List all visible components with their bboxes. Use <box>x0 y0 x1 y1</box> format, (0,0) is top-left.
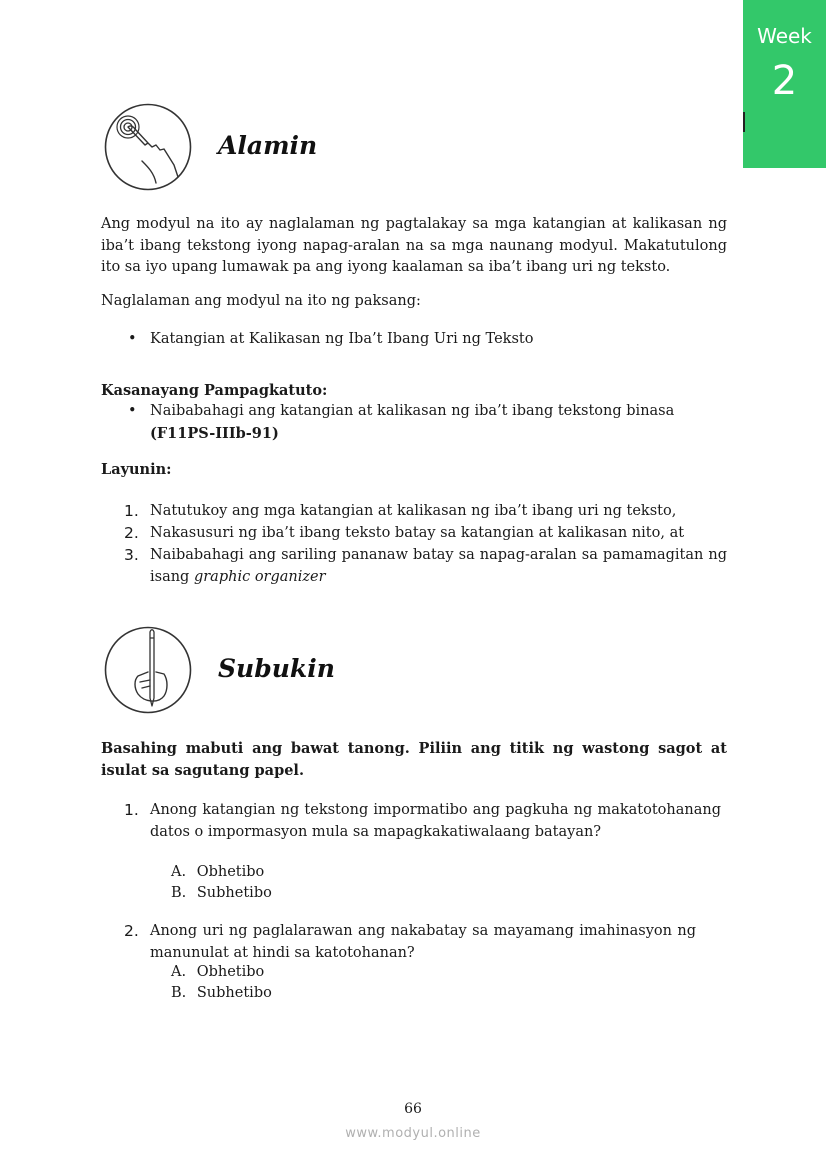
choice-text: Subhetibo <box>196 885 272 901</box>
bullet-icon: • <box>128 331 137 347</box>
topic-text: Katangian at Kalikasan ng Iba’t Ibang Uri ng Teksto <box>150 331 534 347</box>
competency-code: (F11PS-IIIb-91) <box>150 424 279 442</box>
week-label: Week <box>757 24 812 48</box>
choice-item <box>171 862 371 884</box>
page-number: 66 <box>404 1101 422 1117</box>
objective-text <box>150 545 727 588</box>
question-item <box>124 800 721 910</box>
intro-paragraph: Ang modyul na ito ay naglalaman ng pagtalakay sa mga katangian at kalikasan ng iba’t ibang tekstong iyong napag-aralan na sa mga naunang modyul. Makatutulong ito sa iyo upang lumawak pa ang iyong kaalaman sa iba’t ibang uri ng teksto. <box>101 216 727 275</box>
choice-letter: A. <box>171 864 187 880</box>
choice-letter: B. <box>171 985 187 1001</box>
touch-hand-icon <box>104 103 192 195</box>
choice-text: Obhetibo <box>196 964 265 980</box>
objective-text: Nakasusuri ng iba’t ibang teksto batay sa katangian at kalikasan nito, at <box>150 525 685 541</box>
objective-number: 1. <box>124 502 139 520</box>
section-title-subukin: Subukin <box>218 654 335 683</box>
question-number: 2. <box>124 922 139 940</box>
pencil-hand-icon <box>104 626 192 718</box>
competency-heading: Kasanayang Pampagkatuto: <box>101 382 328 399</box>
competency-text: Naibabahagi ang katangian at kalikasan ng iba’t ibang tekstong binasa <box>150 403 675 419</box>
choice-text: Subhetibo <box>196 985 272 1001</box>
question-text: Anong uri ng paglalarawan ang nakabatay sa mayamang imahinasyon ng manunulat at hindi sa katotohanan? <box>150 923 696 961</box>
question-item <box>124 921 697 1011</box>
bullet-icon: • <box>128 403 137 419</box>
objective-number: 3. <box>124 546 139 564</box>
list-item <box>128 401 727 445</box>
objective-text: Natutukoy ang mga katangian at kalikasan ng iba’t ibang uri ng teksto, <box>150 503 677 519</box>
section-title-alamin: Alamin <box>218 131 318 160</box>
question-number: 1. <box>124 801 139 819</box>
choice-item <box>171 883 371 905</box>
choice-letter: B. <box>171 885 187 901</box>
choice-item <box>171 983 371 1005</box>
week-tab <box>743 0 826 168</box>
choice-text: Obhetibo <box>196 864 265 880</box>
objectives-list <box>124 501 727 591</box>
instruction: Basahing mabuti ang bawat tanong. Piliin ang titik ng wastong sagot at isulat sa sagutang papel. <box>101 740 727 779</box>
choice-letter: A. <box>171 964 187 980</box>
objective-text-main: Naibabahagi ang sariling pananaw batay sa napag-aralan sa pamamagitan ng isang <box>150 547 727 585</box>
week-number: 2 <box>771 58 798 104</box>
objective-number: 2. <box>124 524 139 542</box>
objectives-heading: Layunin: <box>101 461 172 478</box>
objective-italic-term: graphic organizer <box>193 568 326 585</box>
list-item <box>128 329 727 351</box>
tab-mark <box>743 112 745 132</box>
topic-intro: Naglalaman ang modyul na ito ng paksang: <box>101 293 421 309</box>
choice-item <box>171 962 371 984</box>
watermark-url: www.modyul.online <box>345 1126 481 1141</box>
question-text: Anong katangian ng tekstong impormatibo ang pagkuha ng makatotohanang datos o impormasyon mula sa mapagkakatiwalaang batayan? <box>150 802 721 840</box>
